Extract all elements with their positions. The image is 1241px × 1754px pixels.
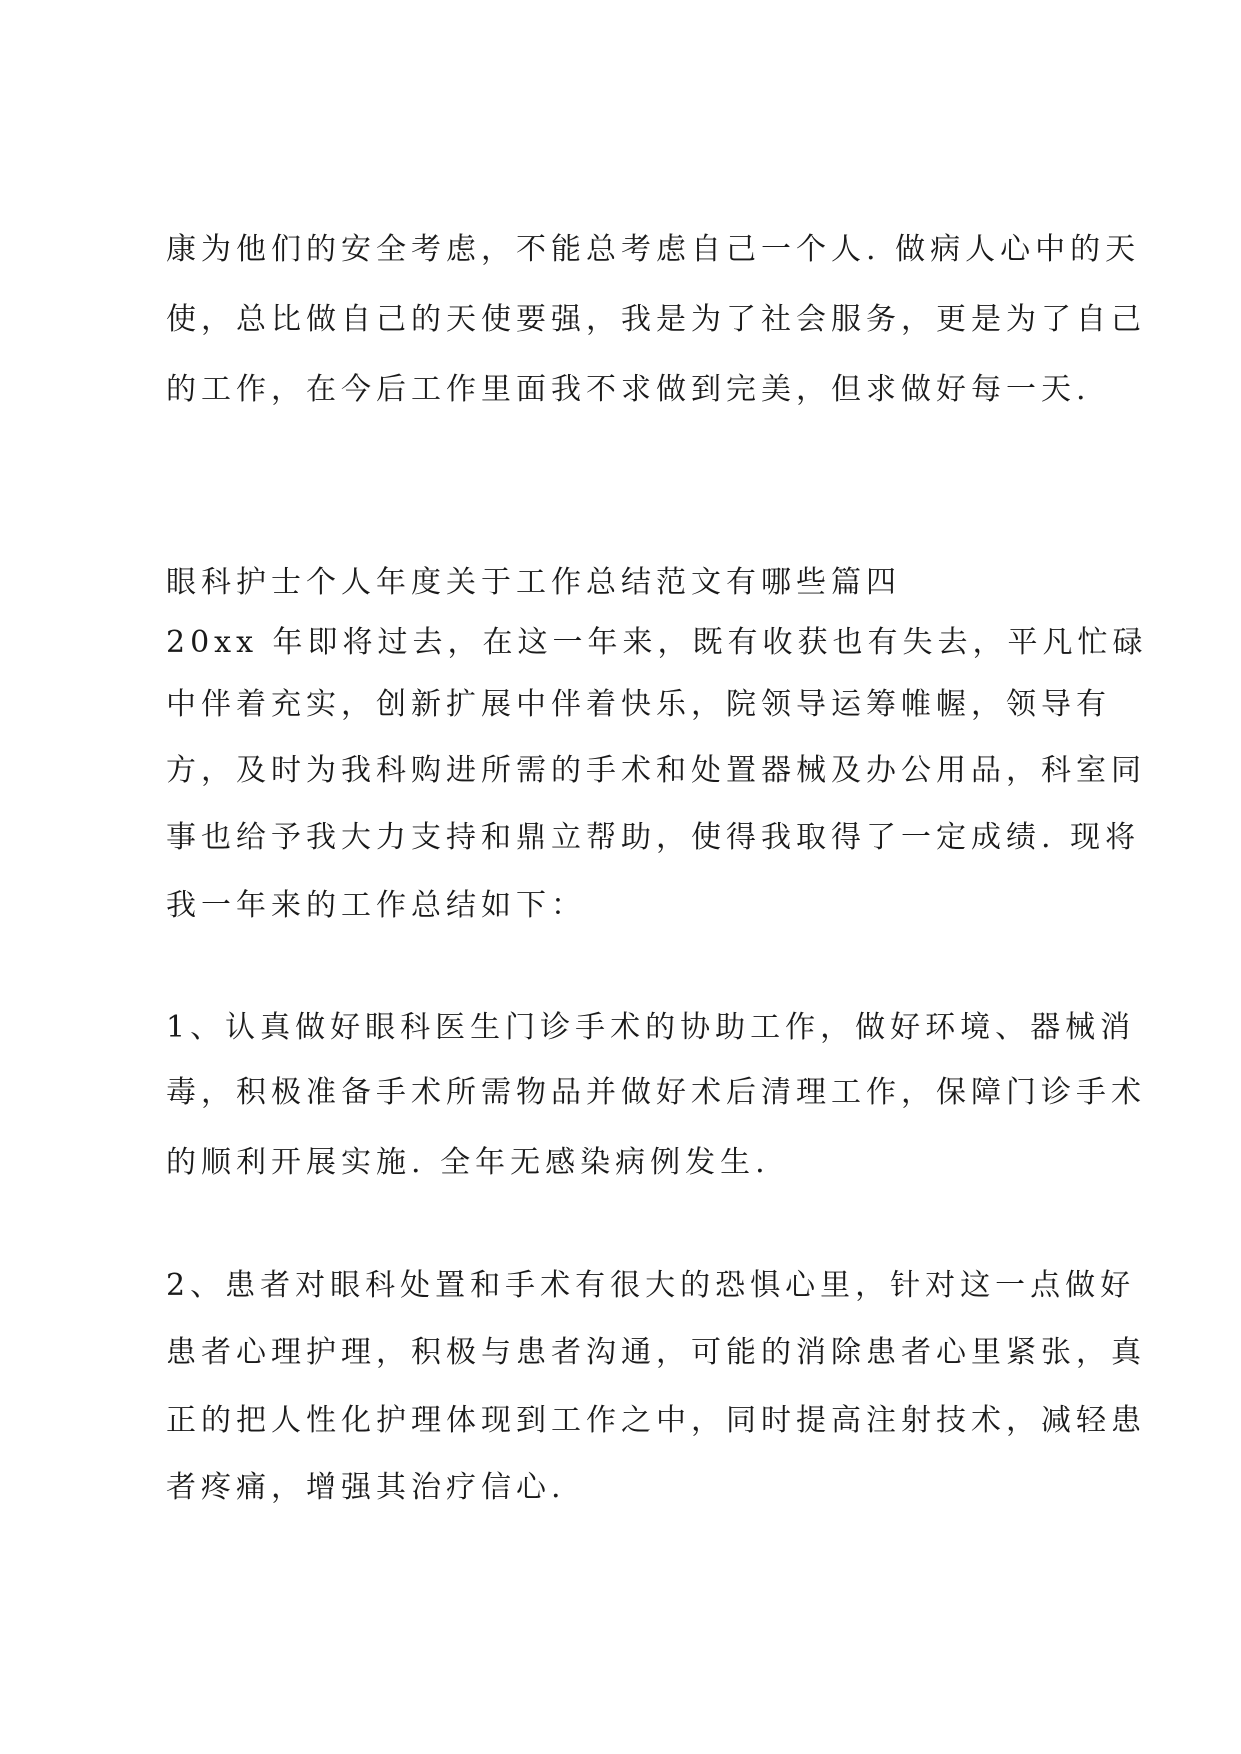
list-item-line: 患者心理护理，积极与患者沟通，可能的消除患者心里紧张，真 (166, 1335, 1146, 1370)
paragraph-line: 中伴着充实，创新扩展中伴着快乐，院领导运筹帷幄，领导有 (166, 687, 1111, 722)
paragraph-line: 我一年来的工作总结如下： (166, 888, 586, 923)
section-title: 眼科护士个人年度关于工作总结范文有哪些篇四 (166, 565, 901, 600)
paragraph-line: 康为他们的安全考虑，不能总考虑自己一个人. 做病人心中的天 (166, 232, 1141, 267)
list-item-line: 正的把人性化护理体现到工作之中，同时提高注射技术，减轻患 (166, 1403, 1146, 1438)
list-item-line: 2、患者对眼科处置和手术有很大的恐惧心里，针对这一点做好 (166, 1268, 1136, 1303)
paragraph-line: 使，总比做自己的天使要强，我是为了社会服务，更是为了自己 (166, 302, 1146, 337)
paragraph-line: 的工作，在今后工作里面我不求做到完美，但求做好每一天. (166, 372, 1091, 407)
paragraph-line: 20xx 年即将过去，在这一年来，既有收获也有失去，平凡忙碌 (166, 625, 1148, 660)
list-item-line: 毒，积极准备手术所需物品并做好术后清理工作，保障门诊手术 (166, 1075, 1146, 1110)
list-item-line: 的顺利开展实施. 全年无感染病例发生. (166, 1145, 770, 1180)
list-item-line: 1、认真做好眼科医生门诊手术的协助工作，做好环境、器械消 (166, 1010, 1136, 1045)
paragraph-line: 事也给予我大力支持和鼎立帮助，使得我取得了一定成绩. 现将 (166, 820, 1141, 855)
list-item-line: 者疼痛，增强其治疗信心. (166, 1470, 566, 1505)
paragraph-line: 方，及时为我科购进所需的手术和处置器械及办公用品，科室同 (166, 753, 1146, 788)
